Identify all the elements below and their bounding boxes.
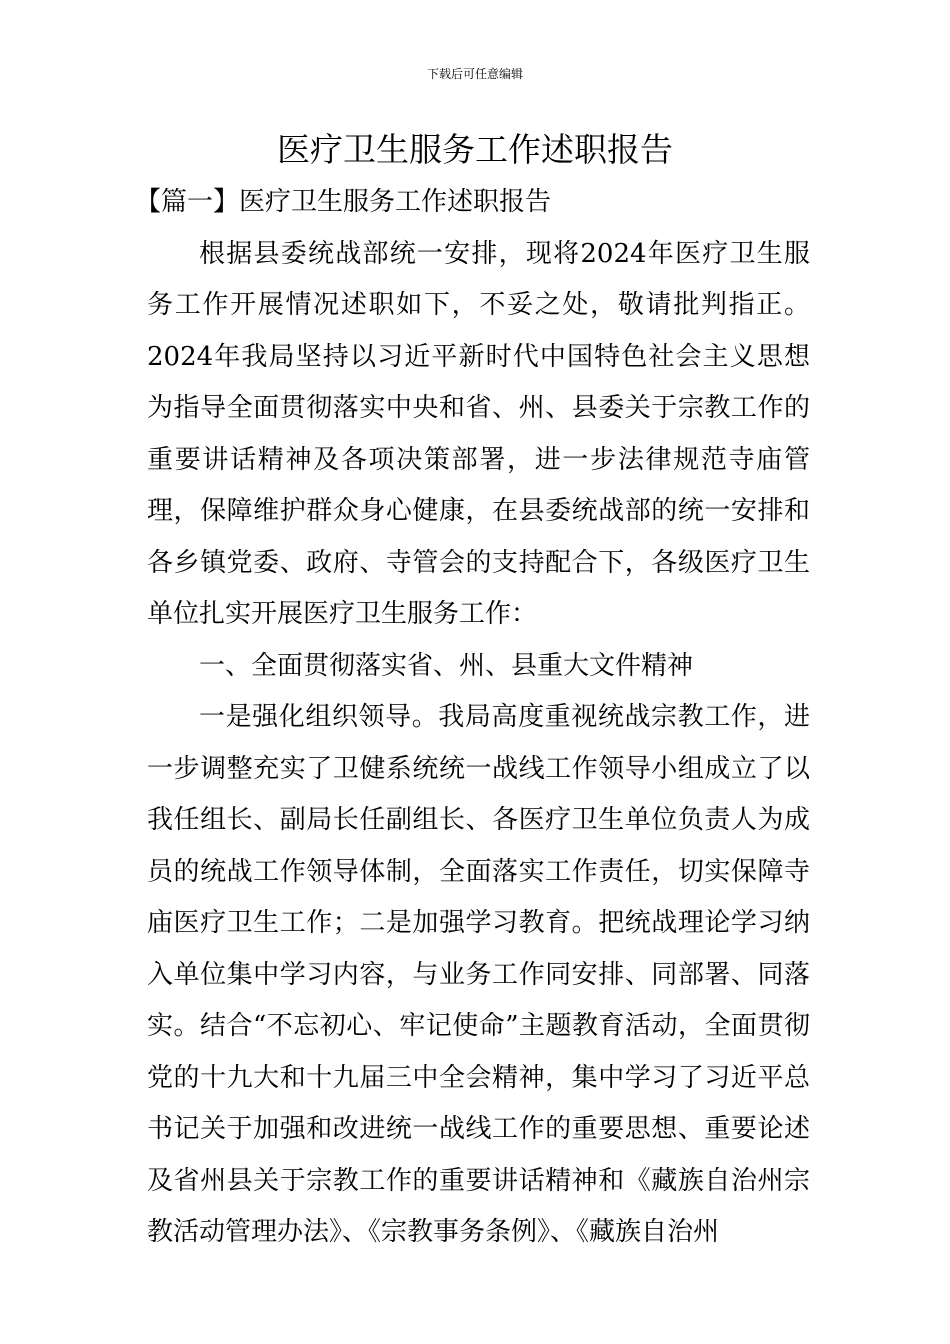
page-header-note: 下载后可任意编辑 (426, 67, 523, 81)
section-heading-1: 一、全面贯彻落实省、州、县重大文件精神 (199, 650, 694, 681)
paragraph-organization: 一是强化组织领导。我局高度重视统战宗教工作，进一步调整充实了卫健系统统一战线工作领导小组成立了以我任组长、副局长任副组长、各医疗卫生单位负责人为成员的统战工作领导体制，全面落实工作责任，切实保障寺庙医疗卫生工作；二是加强学习教育。把统战理论学习纳入单位集中学习内容，与业务工作同安排、同部署、同落实。结合“不忘初心、牢记使命”主题教育活动，全面贯彻党的十九大和十九届三中全会精神，集中学习了习近平总书记关于加强和改进统一战线工作的重要思想、重要论述及省州县关于宗教工作的重要讲话精神和《藏族自治州宗教活动管理办法》、《宗教事务条例》、《藏族自治州 (147, 702, 810, 1247)
section-label: 【篇一】医疗卫生服务工作述职报告 (135, 187, 552, 217)
document-title: 医疗卫生服务工作述职报告 (277, 130, 673, 169)
document-body (135, 177, 810, 1259)
paragraph-intro: 根据县委统战部统一安排，现将2024年医疗卫生服务工作开展情况述职如下，不妥之处，敬请批判指正。2024年我局坚持以习近平新时代中国特色社会主义思想为指导全面贯彻落实中央和省、州、县委关于宗教工作的重要讲话精神及各项决策部署，进一步法律规范寺庙管理，保障维护群众身心健康，在县委统战部的统一安排和各乡镇党委、政府、寺管会的支持配合下，各级医疗卫生单位扎实开展医疗卫生服务工作： (147, 238, 810, 629)
